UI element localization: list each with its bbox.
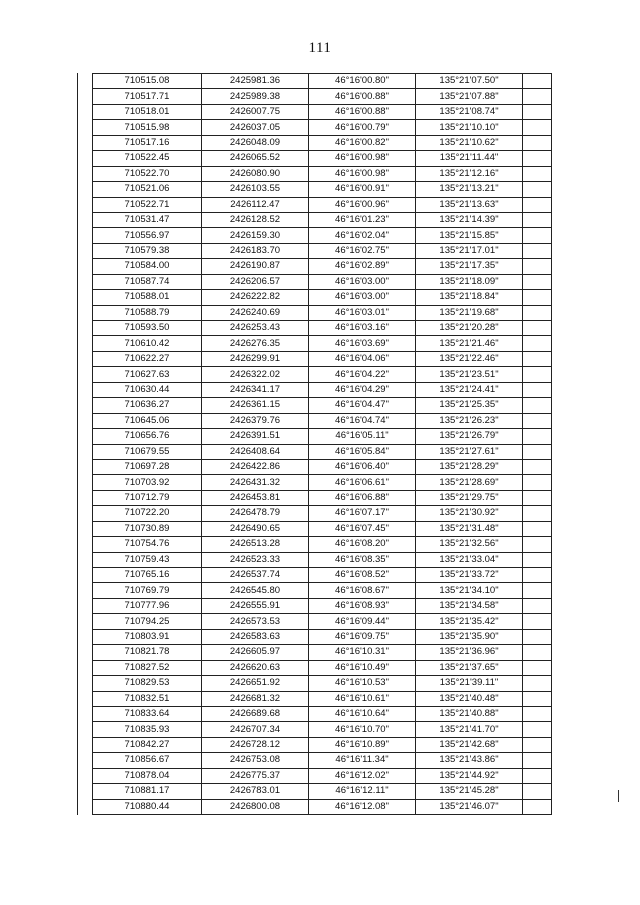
latitude-cell: 46°16'03.00" — [309, 290, 416, 305]
x-coordinate-cell: 710587.74 — [93, 274, 202, 289]
longitude-cell: 135°21'40.88" — [416, 706, 523, 721]
x-coordinate-cell: 710630.44 — [93, 382, 202, 397]
longitude-cell: 135°21'43.86" — [416, 753, 523, 768]
longitude-cell: 135°21'19.68" — [416, 305, 523, 320]
latitude-cell: 46°16'03.01" — [309, 305, 416, 320]
y-coordinate-cell: 2426379.76 — [202, 413, 309, 428]
x-coordinate-cell: 710703.92 — [93, 475, 202, 490]
x-coordinate-cell: 710522.45 — [93, 151, 202, 166]
y-coordinate-cell: 2426513.28 — [202, 537, 309, 552]
empty-cell — [523, 722, 552, 737]
x-coordinate-cell: 710697.28 — [93, 459, 202, 474]
empty-cell — [523, 151, 552, 166]
table-row — [93, 89, 552, 104]
latitude-cell: 46°16'12.08" — [309, 799, 416, 814]
y-coordinate-cell: 2426222.82 — [202, 290, 309, 305]
longitude-cell: 135°21'13.63" — [416, 197, 523, 212]
table-row — [93, 459, 552, 474]
table-row — [93, 799, 552, 814]
y-coordinate-cell: 2426555.91 — [202, 598, 309, 613]
longitude-cell: 135°21'36.96" — [416, 645, 523, 660]
table-row — [93, 382, 552, 397]
y-coordinate-cell: 2426523.33 — [202, 552, 309, 567]
latitude-cell: 46°16'11.34" — [309, 753, 416, 768]
latitude-cell: 46°16'10.64" — [309, 706, 416, 721]
y-coordinate-cell: 2426253.43 — [202, 321, 309, 336]
coordinates-sheet — [77, 73, 551, 815]
table-row — [93, 629, 552, 644]
y-coordinate-cell: 2426583.63 — [202, 629, 309, 644]
x-coordinate-cell: 710722.20 — [93, 506, 202, 521]
table-row — [93, 568, 552, 583]
latitude-cell: 46°16'00.98" — [309, 166, 416, 181]
y-coordinate-cell: 2426065.52 — [202, 151, 309, 166]
latitude-cell: 46°16'08.67" — [309, 583, 416, 598]
longitude-cell: 135°21'08.74" — [416, 104, 523, 119]
x-coordinate-cell: 710827.52 — [93, 660, 202, 675]
y-coordinate-cell: 2426080.90 — [202, 166, 309, 181]
table-row — [93, 706, 552, 721]
table-row — [93, 660, 552, 675]
y-coordinate-cell: 2426783.01 — [202, 784, 309, 799]
empty-cell — [523, 259, 552, 274]
longitude-cell: 135°21'35.90" — [416, 629, 523, 644]
longitude-cell: 135°21'37.65" — [416, 660, 523, 675]
latitude-cell: 46°16'08.35" — [309, 552, 416, 567]
longitude-cell: 135°21'18.84" — [416, 290, 523, 305]
x-coordinate-cell: 710517.16 — [93, 135, 202, 150]
empty-cell — [523, 243, 552, 258]
empty-cell — [523, 382, 552, 397]
longitude-cell: 135°21'12.16" — [416, 166, 523, 181]
longitude-cell: 135°21'29.75" — [416, 490, 523, 505]
x-coordinate-cell: 710759.43 — [93, 552, 202, 567]
longitude-cell: 135°21'26.23" — [416, 413, 523, 428]
y-coordinate-cell: 2426775.37 — [202, 768, 309, 783]
longitude-cell: 135°21'33.04" — [416, 552, 523, 567]
y-coordinate-cell: 2426183.70 — [202, 243, 309, 258]
x-coordinate-cell: 710656.76 — [93, 429, 202, 444]
x-coordinate-cell: 710515.98 — [93, 120, 202, 135]
empty-cell — [523, 351, 552, 366]
y-coordinate-cell: 2426537.74 — [202, 568, 309, 583]
empty-cell — [523, 737, 552, 752]
x-coordinate-cell: 710878.04 — [93, 768, 202, 783]
longitude-cell: 135°21'17.35" — [416, 259, 523, 274]
empty-cell — [523, 583, 552, 598]
latitude-cell: 46°16'10.31" — [309, 645, 416, 660]
x-coordinate-cell: 710829.53 — [93, 676, 202, 691]
empty-cell — [523, 629, 552, 644]
x-coordinate-cell: 710803.91 — [93, 629, 202, 644]
table-row — [93, 598, 552, 613]
table-row — [93, 321, 552, 336]
longitude-cell: 135°21'27.61" — [416, 444, 523, 459]
table-row — [93, 351, 552, 366]
longitude-cell: 135°21'41.70" — [416, 722, 523, 737]
empty-cell — [523, 475, 552, 490]
empty-cell — [523, 321, 552, 336]
longitude-cell: 135°21'45.28" — [416, 784, 523, 799]
latitude-cell: 46°16'06.40" — [309, 459, 416, 474]
x-coordinate-cell: 710593.50 — [93, 321, 202, 336]
empty-cell — [523, 212, 552, 227]
empty-cell — [523, 614, 552, 629]
empty-cell — [523, 676, 552, 691]
table-row — [93, 552, 552, 567]
latitude-cell: 46°16'09.75" — [309, 629, 416, 644]
longitude-cell: 135°21'24.41" — [416, 382, 523, 397]
x-coordinate-cell: 710754.76 — [93, 537, 202, 552]
margin-mark — [618, 790, 619, 802]
longitude-cell: 135°21'40.48" — [416, 691, 523, 706]
latitude-cell: 46°16'07.17" — [309, 506, 416, 521]
x-coordinate-cell: 710679.55 — [93, 444, 202, 459]
longitude-cell: 135°21'42.68" — [416, 737, 523, 752]
latitude-cell: 46°16'00.82" — [309, 135, 416, 150]
longitude-cell: 135°21'23.51" — [416, 367, 523, 382]
coordinates-table-body — [93, 74, 552, 815]
y-coordinate-cell: 2426206.57 — [202, 274, 309, 289]
empty-cell — [523, 768, 552, 783]
longitude-cell: 135°21'31.48" — [416, 521, 523, 536]
empty-cell — [523, 784, 552, 799]
longitude-cell: 135°21'25.35" — [416, 398, 523, 413]
empty-cell — [523, 398, 552, 413]
table-row — [93, 212, 552, 227]
x-coordinate-cell: 710821.78 — [93, 645, 202, 660]
x-coordinate-cell: 710515.08 — [93, 74, 202, 89]
x-coordinate-cell: 710521.06 — [93, 182, 202, 197]
longitude-cell: 135°21'34.58" — [416, 598, 523, 613]
latitude-cell: 46°16'04.06" — [309, 351, 416, 366]
y-coordinate-cell: 2426573.53 — [202, 614, 309, 629]
empty-cell — [523, 104, 552, 119]
latitude-cell: 46°16'00.91" — [309, 182, 416, 197]
table-row — [93, 197, 552, 212]
empty-cell — [523, 429, 552, 444]
empty-cell — [523, 660, 552, 675]
latitude-cell: 46°16'10.70" — [309, 722, 416, 737]
empty-cell — [523, 552, 552, 567]
table-row — [93, 444, 552, 459]
latitude-cell: 46°16'10.89" — [309, 737, 416, 752]
longitude-cell: 135°21'28.69" — [416, 475, 523, 490]
latitude-cell: 46°16'03.16" — [309, 321, 416, 336]
empty-cell — [523, 521, 552, 536]
y-coordinate-cell: 2426408.64 — [202, 444, 309, 459]
y-coordinate-cell: 2426681.32 — [202, 691, 309, 706]
table-row — [93, 475, 552, 490]
latitude-cell: 46°16'00.88" — [309, 104, 416, 119]
empty-cell — [523, 166, 552, 181]
longitude-cell: 135°21'39.11" — [416, 676, 523, 691]
y-coordinate-cell: 2426159.30 — [202, 228, 309, 243]
x-coordinate-cell: 710833.64 — [93, 706, 202, 721]
x-coordinate-cell: 710842.27 — [93, 737, 202, 752]
x-coordinate-cell: 710627.63 — [93, 367, 202, 382]
latitude-cell: 46°16'12.02" — [309, 768, 416, 783]
empty-cell — [523, 89, 552, 104]
x-coordinate-cell: 710765.16 — [93, 568, 202, 583]
latitude-cell: 46°16'00.80" — [309, 74, 416, 89]
x-coordinate-cell: 710579.38 — [93, 243, 202, 258]
table-row — [93, 74, 552, 89]
longitude-cell: 135°21'26.79" — [416, 429, 523, 444]
empty-cell — [523, 691, 552, 706]
x-coordinate-cell: 710584.00 — [93, 259, 202, 274]
table-row — [93, 490, 552, 505]
y-coordinate-cell: 2426190.87 — [202, 259, 309, 274]
latitude-cell: 46°16'08.52" — [309, 568, 416, 583]
latitude-cell: 46°16'04.74" — [309, 413, 416, 428]
longitude-cell: 135°21'11.44" — [416, 151, 523, 166]
longitude-cell: 135°21'10.62" — [416, 135, 523, 150]
y-coordinate-cell: 2425981.36 — [202, 74, 309, 89]
latitude-cell: 46°16'06.88" — [309, 490, 416, 505]
x-coordinate-cell: 710622.27 — [93, 351, 202, 366]
longitude-cell: 135°21'21.46" — [416, 336, 523, 351]
latitude-cell: 46°16'09.44" — [309, 614, 416, 629]
y-coordinate-cell: 2426037.05 — [202, 120, 309, 135]
y-coordinate-cell: 2426431.32 — [202, 475, 309, 490]
latitude-cell: 46°16'10.61" — [309, 691, 416, 706]
table-row — [93, 120, 552, 135]
x-coordinate-cell: 710881.17 — [93, 784, 202, 799]
latitude-cell: 46°16'00.96" — [309, 197, 416, 212]
latitude-cell: 46°16'12.11" — [309, 784, 416, 799]
table-row — [93, 228, 552, 243]
y-coordinate-cell: 2426128.52 — [202, 212, 309, 227]
table-row — [93, 753, 552, 768]
x-coordinate-cell: 710518.01 — [93, 104, 202, 119]
y-coordinate-cell: 2426490.65 — [202, 521, 309, 536]
table-row — [93, 429, 552, 444]
x-coordinate-cell: 710522.71 — [93, 197, 202, 212]
latitude-cell: 46°16'00.79" — [309, 120, 416, 135]
longitude-cell: 135°21'28.29" — [416, 459, 523, 474]
x-coordinate-cell: 710531.47 — [93, 212, 202, 227]
empty-cell — [523, 290, 552, 305]
empty-cell — [523, 274, 552, 289]
y-coordinate-cell: 2425989.38 — [202, 89, 309, 104]
longitude-cell: 135°21'46.07" — [416, 799, 523, 814]
y-coordinate-cell: 2426651.92 — [202, 676, 309, 691]
longitude-cell: 135°21'15.85" — [416, 228, 523, 243]
table-row — [93, 521, 552, 536]
longitude-cell: 135°21'10.10" — [416, 120, 523, 135]
y-coordinate-cell: 2426422.86 — [202, 459, 309, 474]
longitude-cell: 135°21'35.42" — [416, 614, 523, 629]
empty-cell — [523, 799, 552, 814]
x-coordinate-cell: 710856.67 — [93, 753, 202, 768]
x-coordinate-cell: 710522.70 — [93, 166, 202, 181]
latitude-cell: 46°16'02.89" — [309, 259, 416, 274]
longitude-cell: 135°21'17.01" — [416, 243, 523, 258]
table-row — [93, 398, 552, 413]
longitude-cell: 135°21'18.09" — [416, 274, 523, 289]
latitude-cell: 46°16'10.53" — [309, 676, 416, 691]
y-coordinate-cell: 2426299.91 — [202, 351, 309, 366]
latitude-cell: 46°16'04.29" — [309, 382, 416, 397]
empty-cell — [523, 228, 552, 243]
table-row — [93, 166, 552, 181]
empty-cell — [523, 706, 552, 721]
y-coordinate-cell: 2426478.79 — [202, 506, 309, 521]
x-coordinate-cell: 710610.42 — [93, 336, 202, 351]
y-coordinate-cell: 2426728.12 — [202, 737, 309, 752]
empty-cell — [523, 568, 552, 583]
x-coordinate-cell: 710777.96 — [93, 598, 202, 613]
table-row — [93, 413, 552, 428]
latitude-cell: 46°16'02.75" — [309, 243, 416, 258]
longitude-cell: 135°21'34.10" — [416, 583, 523, 598]
table-row — [93, 336, 552, 351]
y-coordinate-cell: 2426391.51 — [202, 429, 309, 444]
x-coordinate-cell: 710794.25 — [93, 614, 202, 629]
table-row — [93, 243, 552, 258]
y-coordinate-cell: 2426341.17 — [202, 382, 309, 397]
y-coordinate-cell: 2426103.55 — [202, 182, 309, 197]
empty-cell — [523, 305, 552, 320]
table-row — [93, 151, 552, 166]
y-coordinate-cell: 2426753.08 — [202, 753, 309, 768]
latitude-cell: 46°16'05.11" — [309, 429, 416, 444]
x-coordinate-cell: 710645.06 — [93, 413, 202, 428]
page-number: 111 — [308, 40, 332, 56]
table-row — [93, 768, 552, 783]
table-row — [93, 676, 552, 691]
empty-cell — [523, 645, 552, 660]
x-coordinate-cell: 710517.71 — [93, 89, 202, 104]
x-coordinate-cell: 710730.89 — [93, 521, 202, 536]
x-coordinate-cell: 710588.79 — [93, 305, 202, 320]
table-row — [93, 259, 552, 274]
table-row — [93, 135, 552, 150]
y-coordinate-cell: 2426322.02 — [202, 367, 309, 382]
table-row — [93, 104, 552, 119]
empty-cell — [523, 197, 552, 212]
table-row — [93, 367, 552, 382]
y-coordinate-cell: 2426800.08 — [202, 799, 309, 814]
latitude-cell: 46°16'02.04" — [309, 228, 416, 243]
y-coordinate-cell: 2426240.69 — [202, 305, 309, 320]
y-coordinate-cell: 2426276.35 — [202, 336, 309, 351]
latitude-cell: 46°16'00.88" — [309, 89, 416, 104]
table-row — [93, 645, 552, 660]
empty-cell — [523, 506, 552, 521]
longitude-cell: 135°21'07.88" — [416, 89, 523, 104]
empty-cell — [523, 182, 552, 197]
table-row — [93, 537, 552, 552]
table-row — [93, 290, 552, 305]
table-row — [93, 182, 552, 197]
longitude-cell: 135°21'30.92" — [416, 506, 523, 521]
table-row — [93, 691, 552, 706]
latitude-cell: 46°16'06.61" — [309, 475, 416, 490]
empty-cell — [523, 74, 552, 89]
empty-cell — [523, 135, 552, 150]
x-coordinate-cell: 710588.01 — [93, 290, 202, 305]
y-coordinate-cell: 2426545.80 — [202, 583, 309, 598]
y-coordinate-cell: 2426112.47 — [202, 197, 309, 212]
coordinates-table — [92, 73, 552, 815]
x-coordinate-cell: 710880.44 — [93, 799, 202, 814]
latitude-cell: 46°16'04.47" — [309, 398, 416, 413]
latitude-cell: 46°16'01.23" — [309, 212, 416, 227]
longitude-cell: 135°21'20.28" — [416, 321, 523, 336]
empty-cell — [523, 367, 552, 382]
y-coordinate-cell: 2426048.09 — [202, 135, 309, 150]
longitude-cell: 135°21'13.21" — [416, 182, 523, 197]
latitude-cell: 46°16'08.93" — [309, 598, 416, 613]
x-coordinate-cell: 710712.79 — [93, 490, 202, 505]
latitude-cell: 46°16'08.20" — [309, 537, 416, 552]
table-row — [93, 506, 552, 521]
latitude-cell: 46°16'05.84" — [309, 444, 416, 459]
x-coordinate-cell: 710636.27 — [93, 398, 202, 413]
empty-cell — [523, 537, 552, 552]
table-row — [93, 274, 552, 289]
y-coordinate-cell: 2426453.81 — [202, 490, 309, 505]
longitude-cell: 135°21'32.56" — [416, 537, 523, 552]
longitude-cell: 135°21'44.92" — [416, 768, 523, 783]
table-row — [93, 614, 552, 629]
longitude-cell: 135°21'22.46" — [416, 351, 523, 366]
latitude-cell: 46°16'07.45" — [309, 521, 416, 536]
empty-cell — [523, 336, 552, 351]
empty-cell — [523, 120, 552, 135]
latitude-cell: 46°16'03.69" — [309, 336, 416, 351]
y-coordinate-cell: 2426007.75 — [202, 104, 309, 119]
table-row — [93, 737, 552, 752]
x-coordinate-cell: 710832.51 — [93, 691, 202, 706]
latitude-cell: 46°16'10.49" — [309, 660, 416, 675]
y-coordinate-cell: 2426361.15 — [202, 398, 309, 413]
x-coordinate-cell: 710556.97 — [93, 228, 202, 243]
longitude-cell: 135°21'07.50" — [416, 74, 523, 89]
y-coordinate-cell: 2426605.97 — [202, 645, 309, 660]
empty-cell — [523, 459, 552, 474]
latitude-cell: 46°16'03.00" — [309, 274, 416, 289]
empty-cell — [523, 490, 552, 505]
table-row — [93, 305, 552, 320]
latitude-cell: 46°16'04.22" — [309, 367, 416, 382]
empty-cell — [523, 444, 552, 459]
latitude-cell: 46°16'00.98" — [309, 151, 416, 166]
longitude-cell: 135°21'14.39" — [416, 212, 523, 227]
empty-cell — [523, 413, 552, 428]
y-coordinate-cell: 2426689.68 — [202, 706, 309, 721]
empty-cell — [523, 753, 552, 768]
x-coordinate-cell: 710769.79 — [93, 583, 202, 598]
longitude-cell: 135°21'33.72" — [416, 568, 523, 583]
empty-cell — [523, 598, 552, 613]
table-row — [93, 583, 552, 598]
table-row — [93, 722, 552, 737]
y-coordinate-cell: 2426620.63 — [202, 660, 309, 675]
y-coordinate-cell: 2426707.34 — [202, 722, 309, 737]
x-coordinate-cell: 710835.93 — [93, 722, 202, 737]
table-row — [93, 784, 552, 799]
